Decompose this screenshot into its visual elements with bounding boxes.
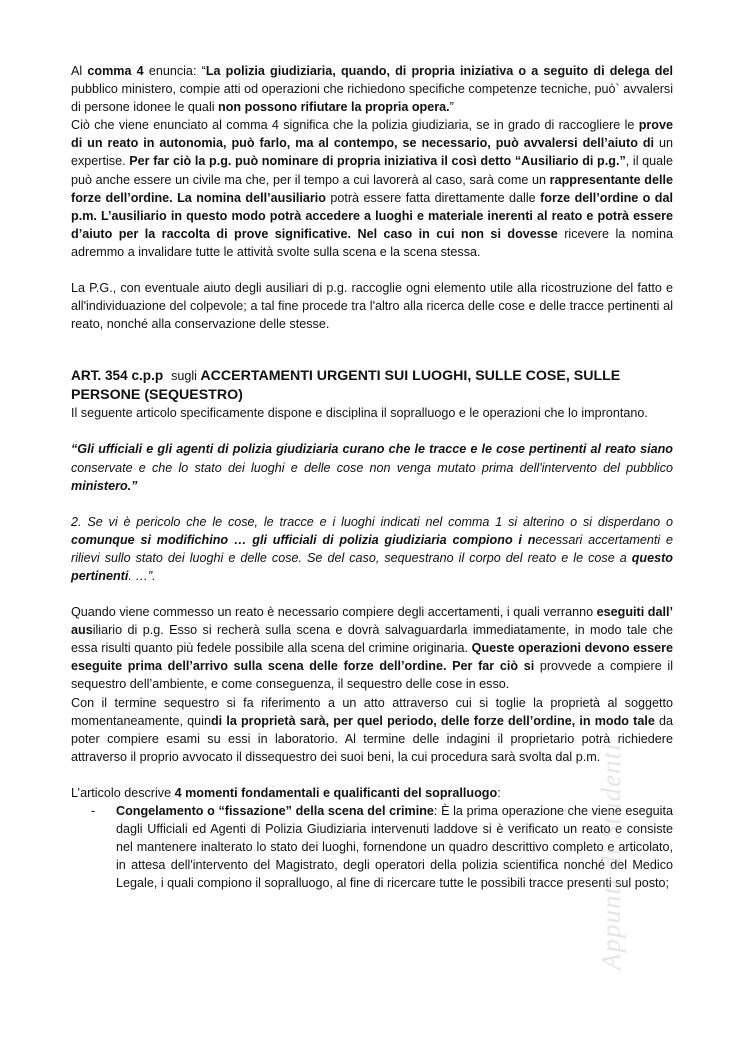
article-title: ACCERTAMENTI URGENTI SUI LUOGHI, SULLE COSE, SULLE PERSONE (SEQUESTRO) — [71, 368, 621, 403]
paragraph-quattro-momenti — [71, 784, 673, 802]
text-run: La P.G., con eventuale aiuto degli ausiliari di p.g. raccoglie ogni elemento utile alla ricostruzione del fatto e all'individuazione del colpevole; a tal fine procede tra l'altro alla ricerca delle cose e delle tracce pertinenti al reato, nonché alla conservazione delle stesse. — [71, 281, 673, 332]
paragraph-pg-raccoglie — [71, 279, 673, 333]
list-dash: - — [91, 804, 96, 818]
bold-text-run: di la proprietà sarà, per quel periodo, delle forze dell’ordine, in modo tale — [210, 713, 655, 728]
text-run: ecessari accertamenti e rilievi sullo stato dei luoghi e delle cose. Se del caso, sequestrano il corpo del reato e le cose a — [71, 532, 674, 565]
text-run: da poter compiere esami su essi in laboratorio. Al termine delle indagini il proprietario potrà richiedere attraverso il proprio avvocato il dissequestro dei suoi beni, la cui procedura sarà svolta dal p.m. — [71, 713, 673, 764]
text-run: ” — [449, 100, 454, 115]
article-ref: ART. 354 c.p.p — [71, 368, 164, 384]
bold-text-run: eseguiti dall’ aus — [71, 605, 673, 638]
paragraph-sequestro — [71, 694, 673, 766]
bold-text-run: Per far ciò la p.g. può nominare di propria iniziativa il così detto “Ausiliario di p.g.” — [129, 154, 626, 169]
text-run: Il seguente articolo specificamente dispone e disciplina il sopralluogo e le operazioni che lo improntano. — [71, 406, 648, 421]
bold-text-run: La polizia giudiziaria, quando, di propria iniziativa o a seguito di delega del — [205, 64, 674, 78]
page-content — [71, 62, 673, 892]
text-run: pubblico ministero, compie atti od operazioni che richiedono specifiche competenze tecniche, può` avvalersi di persone idonee le quali — [71, 82, 673, 115]
paragraph-comma-4 — [71, 62, 673, 116]
text-run: : — [497, 785, 501, 800]
text-run: conservate e che lo stato dei luoghi e delle cose non venga mutato prima dell'intervento del pubblico — [71, 460, 673, 475]
bold-text-run: comma 4 — [87, 64, 144, 78]
text-run: un expertise. — [71, 136, 673, 169]
bold-text-run: forze dell’ordine o dal p.m. L’ausiliario in questo modo potrà accedere a luoghi e materiale inerenti al reato e potrà essere d’aiuto per la raccolta di prove significative. Nel caso in cui non si dovesse — [71, 190, 673, 241]
bold-text-run: rappresentante delle forze dell’ordine. La nomina dell’ausiliario — [71, 172, 674, 205]
text-run: ricevere la nomina adremmo a invalidare tutte le attività svolte sulla scena e la scena stessa. — [71, 226, 673, 259]
quote-comma-1 — [71, 440, 673, 494]
bold-text-run: Queste operazioni devono essere eseguite prima dell’arrivo sulla scena delle forze dell’ordine. Per far ciò si — [71, 641, 673, 674]
text-run: , il quale può anche essere un civile ma che, per il tempo a cui lavorerà al caso, sarà come un — [71, 154, 673, 187]
bold-text-run: questo pertinenti — [71, 550, 673, 583]
paragraph-articolo-dispone — [71, 404, 673, 422]
bold-text-run: non possono rifiutare la propria opera. — [218, 100, 450, 115]
text-run: enuncia: “ — [143, 64, 206, 78]
article-sugli: sugli — [171, 369, 197, 384]
text-run: 2. Se vi è pericolo che le cose, le tracce e i luoghi indicati nel comma 1 si alterino o si disperdano o — [71, 514, 673, 529]
text-run: L’articolo descrive — [71, 785, 175, 800]
text-run: provvede a compiere il sequestro dell’ambiente, e come conseguenza, il sequestro delle cose in esso. — [71, 659, 674, 692]
quote-comma-2 — [71, 513, 673, 585]
text-run: : È la prima operazione che viene eseguita dagli Ufficiali ed Agenti di Polizia Giudiziaria intervenuti laddove si è verificato un reato e consiste nel mantenere inalterato lo stato dei luoghi, fornendone un quadro descrittivo completo e articolato, in attesa dell'intervento del Magistrato, degli operatori della polizia scientifica nonché del Medico Legale, i quali compiono il sopralluogo, al fine di ricercare tutte le possibili tracce presenti sul posto; — [116, 804, 673, 891]
bold-text-run: ministero.” — [71, 478, 138, 493]
text-run: Ciò che viene enunciato al comma 4 significa che la polizia giudiziaria, se in grado di raccogliere le — [71, 118, 639, 133]
text-run: Con il termine sequestro si fa riferimento a un atto attraverso cui si toglie la proprietà al soggetto momentaneamente, quin — [71, 695, 673, 728]
bold-text-run: 4 momenti fondamentali e qualificanti del sopralluogo — [174, 785, 498, 800]
text-run: Al — [71, 64, 88, 78]
list-item-text — [116, 804, 673, 890]
text-run: potrà essere fatta direttamente dalle — [325, 190, 541, 205]
paragraph-ausiliario — [71, 116, 673, 261]
momenti-list — [71, 802, 673, 892]
bold-text-run: prove di un reato in autonomia, può farlo, ma al contempo, se necessario, può avvalersi dell’aiuto di — [71, 118, 673, 151]
list-item — [71, 802, 673, 892]
text-run: . …”. — [128, 568, 156, 583]
bold-text-run: comunque si modifichino … gli ufficiali di polizia giudiziaria compiono i n — [71, 532, 536, 547]
bold-text-run: Congelamento o “fissazione” della scena del crimine — [116, 804, 434, 818]
bold-text-run: “Gli ufficiali e gli agenti di polizia giudiziaria curano che le tracce e le cose pertinenti al reato siano — [71, 442, 673, 457]
text-run: Quando viene commesso un reato è necessario compiere degli accertamenti, i quali verranno — [71, 605, 597, 620]
paragraph-accertamenti — [71, 603, 673, 693]
text-run: iliario di p.g. Esso si recherà sulla scena e dovrà salvaguardarla immediatamente, in modo tale che essa risulti quanto più fedele possibile alla scena del crimine originaria. — [71, 623, 673, 656]
article-heading — [71, 367, 673, 404]
watermark-text: Appunti di Studenti — [596, 742, 626, 970]
